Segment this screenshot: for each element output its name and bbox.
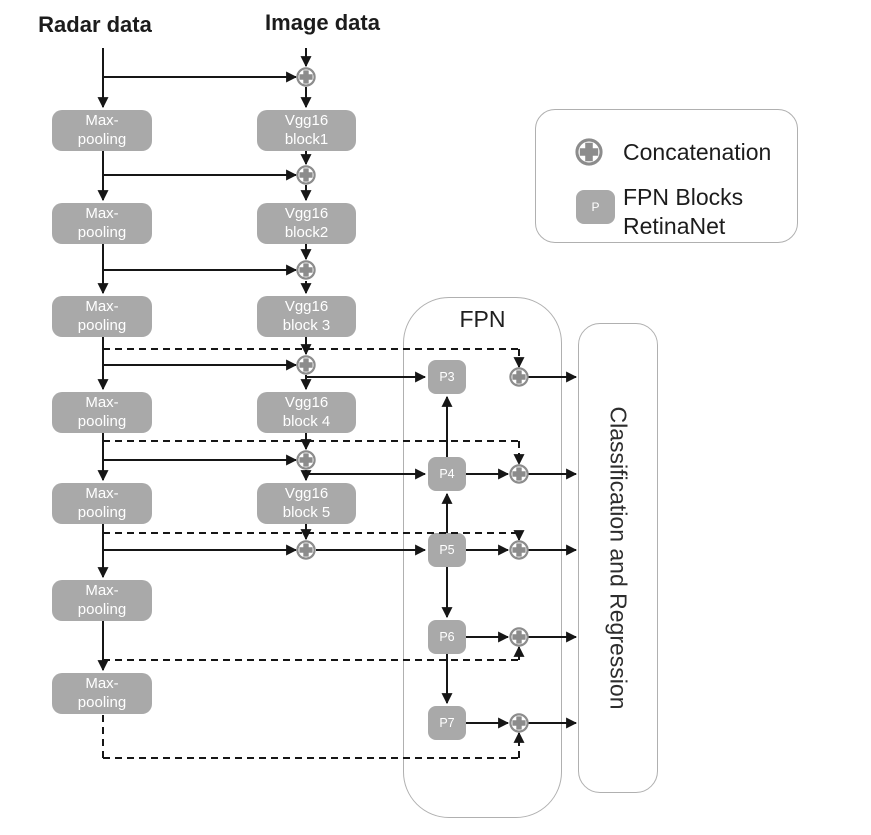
vgg16-block-2: Vgg16 block2 [257, 203, 356, 244]
fpn-title: FPN [459, 306, 506, 332]
concatenation-icon [297, 541, 314, 558]
concatenation-icon [297, 68, 314, 85]
vgg16-block-4: Vgg16 block 4 [257, 392, 356, 433]
image-data-label: Image data [265, 10, 380, 35]
vgg16-block-1: Vgg16 block1 [257, 110, 356, 151]
max-pooling-block-1: Max- pooling [52, 110, 152, 151]
max-pooling-block-7: Max- pooling [52, 673, 152, 714]
concatenation-icon [297, 451, 314, 468]
max-pooling-block-5: Max- pooling [52, 483, 152, 524]
concatenation-icon [297, 166, 314, 183]
fpn-block-p6: P6 [428, 620, 466, 654]
legend-concatenation-label: Concatenation [623, 139, 772, 165]
fpn-container [403, 297, 562, 818]
classification-regression-label: Classification and Regression [605, 406, 632, 710]
fpn-block-p5: P5 [428, 533, 466, 567]
max-pooling-block-2: Max- pooling [52, 203, 152, 244]
concatenation-icon [297, 261, 314, 278]
classification-regression-box [578, 323, 658, 793]
fpn-block-p3: P3 [428, 360, 466, 394]
max-pooling-block-4: Max- pooling [52, 392, 152, 433]
concatenation-icon [297, 356, 314, 373]
legend-fpn-retinanet-label: FPN Blocks RetinaNet [623, 184, 744, 239]
max-pooling-block-3: Max- pooling [52, 296, 152, 337]
fpn-block-p7: P7 [428, 706, 466, 740]
radar-data-label: Radar data [38, 12, 152, 37]
vgg16-block-3: Vgg16 block 3 [257, 296, 356, 337]
legend [535, 109, 798, 243]
vgg16-block-5: Vgg16 block 5 [257, 483, 356, 524]
fpn-block-icon: P [576, 190, 615, 224]
max-pooling-block-6: Max- pooling [52, 580, 152, 621]
fpn-block-p4: P4 [428, 457, 466, 491]
